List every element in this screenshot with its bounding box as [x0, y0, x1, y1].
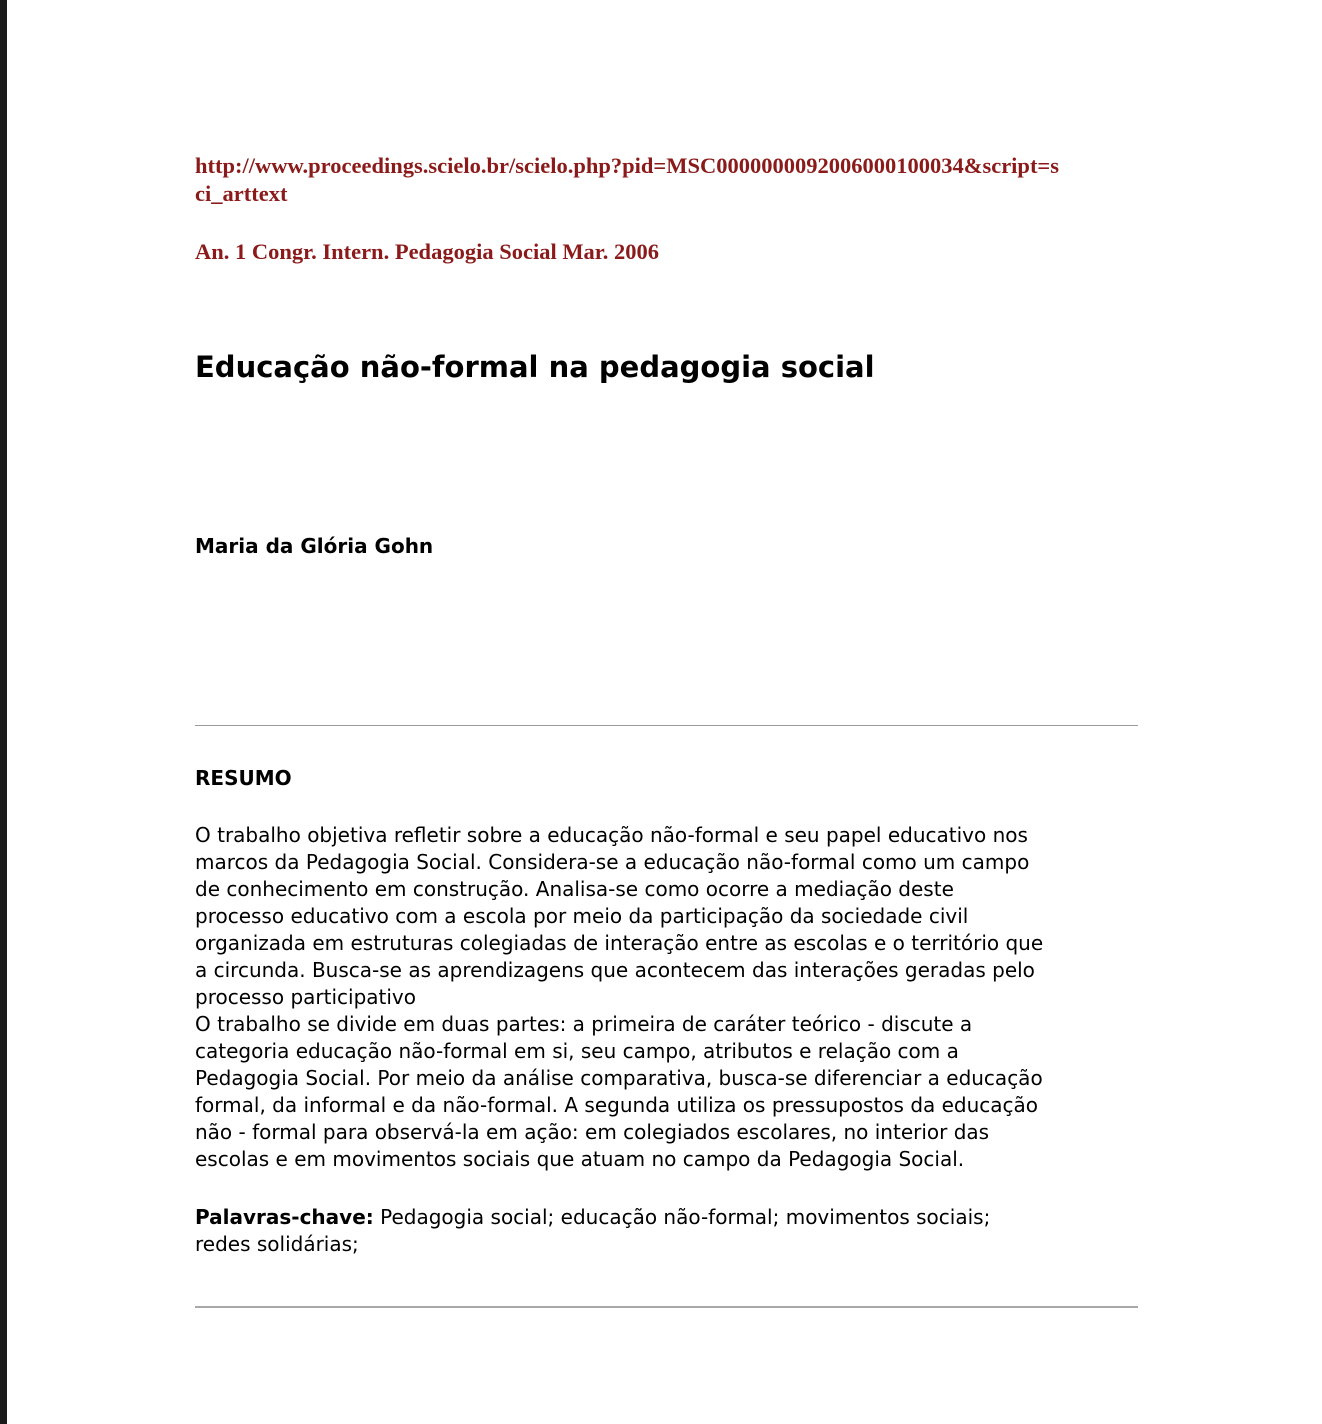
abstract-line: de conhecimento em construção. Analisa-se como ocorre a mediação deste	[195, 877, 954, 901]
keywords-text: Pedagogia social; educação não-formal; movimentos sociais;	[373, 1205, 991, 1229]
abstract-line: O trabalho objetiva refletir sobre a educação não-formal e seu papel educativo nos	[195, 823, 1028, 847]
abstract-heading: RESUMO	[195, 766, 292, 790]
bottom-divider	[195, 1306, 1138, 1308]
source-url-link[interactable]	[195, 152, 1140, 208]
top-divider	[195, 725, 1138, 726]
abstract-line: formal, da informal e da não-formal. A segunda utiliza os pressupostos da educação	[195, 1093, 1039, 1117]
keywords-block	[195, 1204, 1140, 1258]
abstract-line: marcos da Pedagogia Social. Considera-se a educação não-formal como um campo	[195, 850, 1030, 874]
source-reference: An. 1 Congr. Intern. Pedagogia Social Mar. 2006	[195, 239, 659, 264]
abstract-line: categoria educação não-formal em si, seu campo, atributos e relação com a	[195, 1039, 959, 1063]
source-url-line-2[interactable]: ci_arttext	[195, 181, 288, 206]
abstract-line: escolas e em movimentos sociais que atuam no campo da Pedagogia Social.	[195, 1147, 965, 1171]
keywords-line-1	[195, 1204, 1140, 1231]
abstract-line: a circunda. Busca-se as aprendizagens que acontecem das interações geradas pelo	[195, 958, 1035, 982]
abstract-line: Pedagogia Social. Por meio da análise comparativa, busca-se diferenciar a educação	[195, 1066, 1043, 1090]
abstract-line: não - formal para observá-la em ação: em colegiados escolares, no interior das	[195, 1120, 990, 1144]
article-author: Maria da Glória Gohn	[195, 534, 434, 558]
keywords-label: Palavras-chave:	[195, 1205, 374, 1229]
abstract-line: O trabalho se divide em duas partes: a primeira de caráter teórico - discute a	[195, 1012, 973, 1036]
abstract-line: organizada em estruturas colegiadas de interação entre as escolas e o território que	[195, 931, 1044, 955]
abstract-line: processo educativo com a escola por meio da participação da sociedade civil	[195, 904, 969, 928]
abstract-line: processo participativo	[195, 985, 416, 1009]
source-url-line-1[interactable]: http://www.proceedings.scielo.br/scielo.php?pid=MSC0000000092006000100034&script=s	[195, 153, 1060, 178]
abstract-body	[195, 822, 1140, 1173]
keywords-line-2: redes solidárias;	[195, 1232, 359, 1256]
window-edge-bar	[0, 0, 7, 1424]
article-title: Educação não-formal na pedagogia social	[195, 350, 875, 384]
